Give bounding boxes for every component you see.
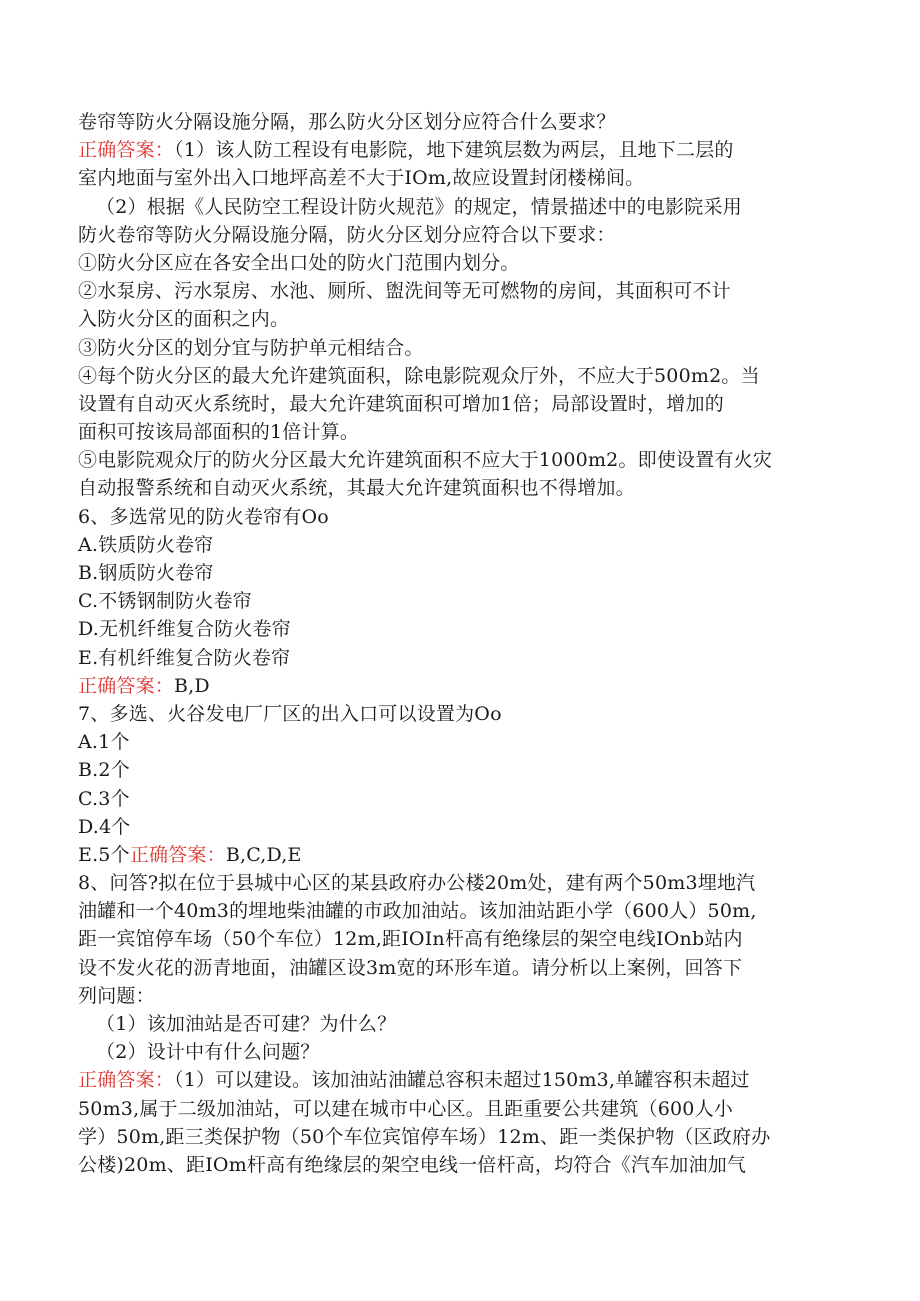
q7-option-a: A.1个 <box>78 731 130 754</box>
q5-question-tail: 卷帘等防火分隔设施分隔，那么防火分区划分应符合什么要求？ <box>78 111 616 133</box>
q5-answer-text-1: （1）该人防工程设有电影院，地下建筑层数为两层，且地下二层的 <box>174 139 734 162</box>
q5-answer-line-12: ⑤电影院观众厅的防火分区最大允许建筑面积不应大于1000m2。即使设置有火灾 <box>78 449 773 472</box>
q8-sub-question-1: （1）该加油站是否可建？为什么？ <box>96 1013 397 1035</box>
q5-answer-line-1 <box>78 136 838 164</box>
q8-question-line-4: 设不发火花的沥青地面，油罐区设3m宽的环形车道。请分析以上案例，回答下 <box>78 956 743 979</box>
q7-answer-label: 正确答案： <box>129 843 226 866</box>
q6-option-b: B.钢质防火卷帘 <box>78 562 214 584</box>
q6-option-e: E.有机纤维复合防火卷帘 <box>78 646 291 669</box>
q6-question: 6、多选常见的防火卷帘有Oo <box>78 505 329 528</box>
q8-question-line-5: 列问题： <box>78 984 155 1007</box>
q6-answer-value: B,D <box>174 674 210 697</box>
q6-answer-label: 正确答案： <box>78 674 175 697</box>
q7-question: 7、多选、火谷发电厂厂区的出入口可以设置为Oo <box>78 702 502 725</box>
q8-answer-text-1: （1）可以建设。该加油站油罐总容积未超过150m3,单罐容积未超过 <box>174 1069 750 1092</box>
q8-answer-line-2: 50m3,属于二级加油站，可以建在城市中心区。且距重要公共建筑（600人小 <box>78 1097 733 1120</box>
q8-question-line-3: 距一宾馆停车场（50个车位）12m,距IOIn杆高有绝缘层的架空电线IOnb站内 <box>78 928 743 951</box>
q8-question-line-2: 油罐和一个40m3的埋地柴油罐的市政加油站。该加油站距小学（600人）50m, <box>78 900 757 923</box>
q7-option-c: C.3个 <box>78 787 130 810</box>
q7-option-e: E.5个 <box>78 843 130 866</box>
q7-option-e-with-answer <box>78 841 838 869</box>
q5-answer-line-9: ④每个防火分区的最大允许建筑面积，除电影院观众厅外，不应大于500m2。当 <box>78 364 760 387</box>
q6-option-c: C.不锈钢制防火卷帘 <box>78 590 252 613</box>
q8-sub-question-2: （2）设计中有什么问题？ <box>96 1041 320 1064</box>
q5-answer-line-4: 防火卷帘等防火分隔设施分隔，防火分区划分应符合以下要求： <box>78 223 616 246</box>
q5-answer-line-11: 面积可按该局部面积的1倍计算。 <box>78 421 360 444</box>
q6-option-d: D.无机纤维复合防火卷帘 <box>78 618 291 641</box>
q8-answer-line-3: 学）50m,距三类保护物（50个车位宾馆停车场）12m、距一类保护物（区政府办 <box>78 1125 771 1148</box>
q5-answer-line-13: 自动报警系统和自动灭火系统，其最大允许建筑面积也不得增加。 <box>78 477 635 500</box>
q8-question-line-1: 8、问答?拟在位于县城中心区的某县政府办公楼20m处，建有两个50m3埋地汽 <box>78 872 756 895</box>
q5-answer-line-5: ①防火分区应在各安全出口处的防火门范围内划分。 <box>78 251 520 274</box>
q5-answer-label: 正确答案： <box>78 139 175 162</box>
q8-answer-label: 正确答案： <box>78 1069 175 1092</box>
q5-answer-line-3: （2）根据《人民防空工程设计防火规范》的规定，情景描述中的电影院采用 <box>96 195 742 218</box>
q5-answer-line-8: ③防火分区的划分宜与防护单元相结合。 <box>78 336 424 359</box>
q5-answer-line-6: ②水泵房、污水泵房、水池、厕所、盥洗间等无可燃物的房间，其面积可不计 <box>78 280 731 303</box>
q8-answer-line-4: 公楼)20m、距IOm杆高有绝缘层的架空电线一倍杆高，均符合《汽车加油加气 <box>78 1153 747 1176</box>
q5-answer-line-10: 设置有自动灭火系统时，最大允许建筑面积可增加1倍；局部设置时，增加的 <box>78 392 724 415</box>
q5-answer-line-7: 入防火分区的面积之内。 <box>78 308 290 331</box>
q7-answer-value: B,C,D,E <box>225 843 302 866</box>
q6-answer <box>78 672 838 700</box>
q8-answer-line-1 <box>78 1066 838 1094</box>
document-page <box>78 108 838 1179</box>
q7-option-d: D.4个 <box>78 815 131 838</box>
q6-option-a: A.铁质防火卷帘 <box>78 533 214 556</box>
q5-answer-line-2: 室内地面与室外出入口地坪高差不大于IOm,故应设置封闭楼梯间。 <box>78 167 645 190</box>
q7-option-b: B.2个 <box>78 759 130 782</box>
